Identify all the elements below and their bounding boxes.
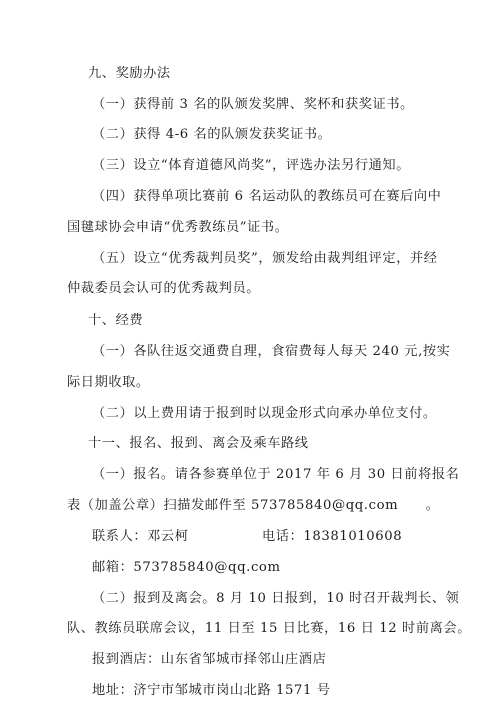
- reward-item-4: （四）获得单项比赛前 6 名运动队的教练员可在赛后向中: [92, 189, 442, 204]
- contact-email: 邮箱：573785840@qq.com: [92, 560, 281, 575]
- fee-item-1-cont: 际日期收取。: [67, 375, 150, 390]
- reward-item-2: （二）获得 4-6 名的队颁发获奖证书。: [92, 127, 332, 142]
- registration-item-1-cont: 表（加盖公章）扫描发邮件至 573785840@qq.com 。: [67, 498, 440, 513]
- contact-person: 联系人：邓云柯: [92, 529, 189, 544]
- registration-item-1: （一）报名。请各参赛单位于 2017 年 6 月 30 日前将报名: [92, 467, 460, 482]
- reward-item-4-cont: 国毽球协会申请“优秀教练员”证书。: [67, 220, 289, 235]
- section-heading-registration: 十一、报名、报到、离会及乘车路线: [88, 436, 309, 451]
- fee-item-2: （二）以上费用请于报到时以现金形式向承办单位支付。: [92, 406, 437, 421]
- section-heading-fees: 十、经费: [88, 313, 144, 328]
- section-heading-rewards: 九、奖励办法: [88, 66, 171, 81]
- reward-item-5: （五）设立“优秀裁判员奖”，颁发给由裁判组评定，并经: [92, 251, 438, 266]
- contact-phone: 电话：18381010608: [262, 529, 403, 544]
- arrival-item-cont: 队、教练员联席会议，11 日至 15 日比赛，16 日 12 时前离会。: [67, 621, 471, 636]
- address-line: 地址：济宁市邹城市岗山北路 1571 号: [92, 683, 331, 698]
- reward-item-3: （三）设立“体育道德风尚奖”，评选办法另行通知。: [92, 158, 411, 173]
- reward-item-5-cont: 仲裁委员会认可的优秀裁判员。: [67, 281, 261, 296]
- hotel-line: 报到酒店：山东省邹城市择邻山庄酒店: [92, 652, 327, 667]
- fee-item-1: （一）各队往返交通费自理，食宿费每人每天 240 元,按实: [92, 344, 451, 359]
- arrival-item: （二）报到及离会。8 月 10 日报到，10 时召开裁判长、领: [92, 591, 460, 606]
- reward-item-1: （一）获得前 3 名的队颁发奖牌、奖杯和获奖证书。: [92, 97, 414, 112]
